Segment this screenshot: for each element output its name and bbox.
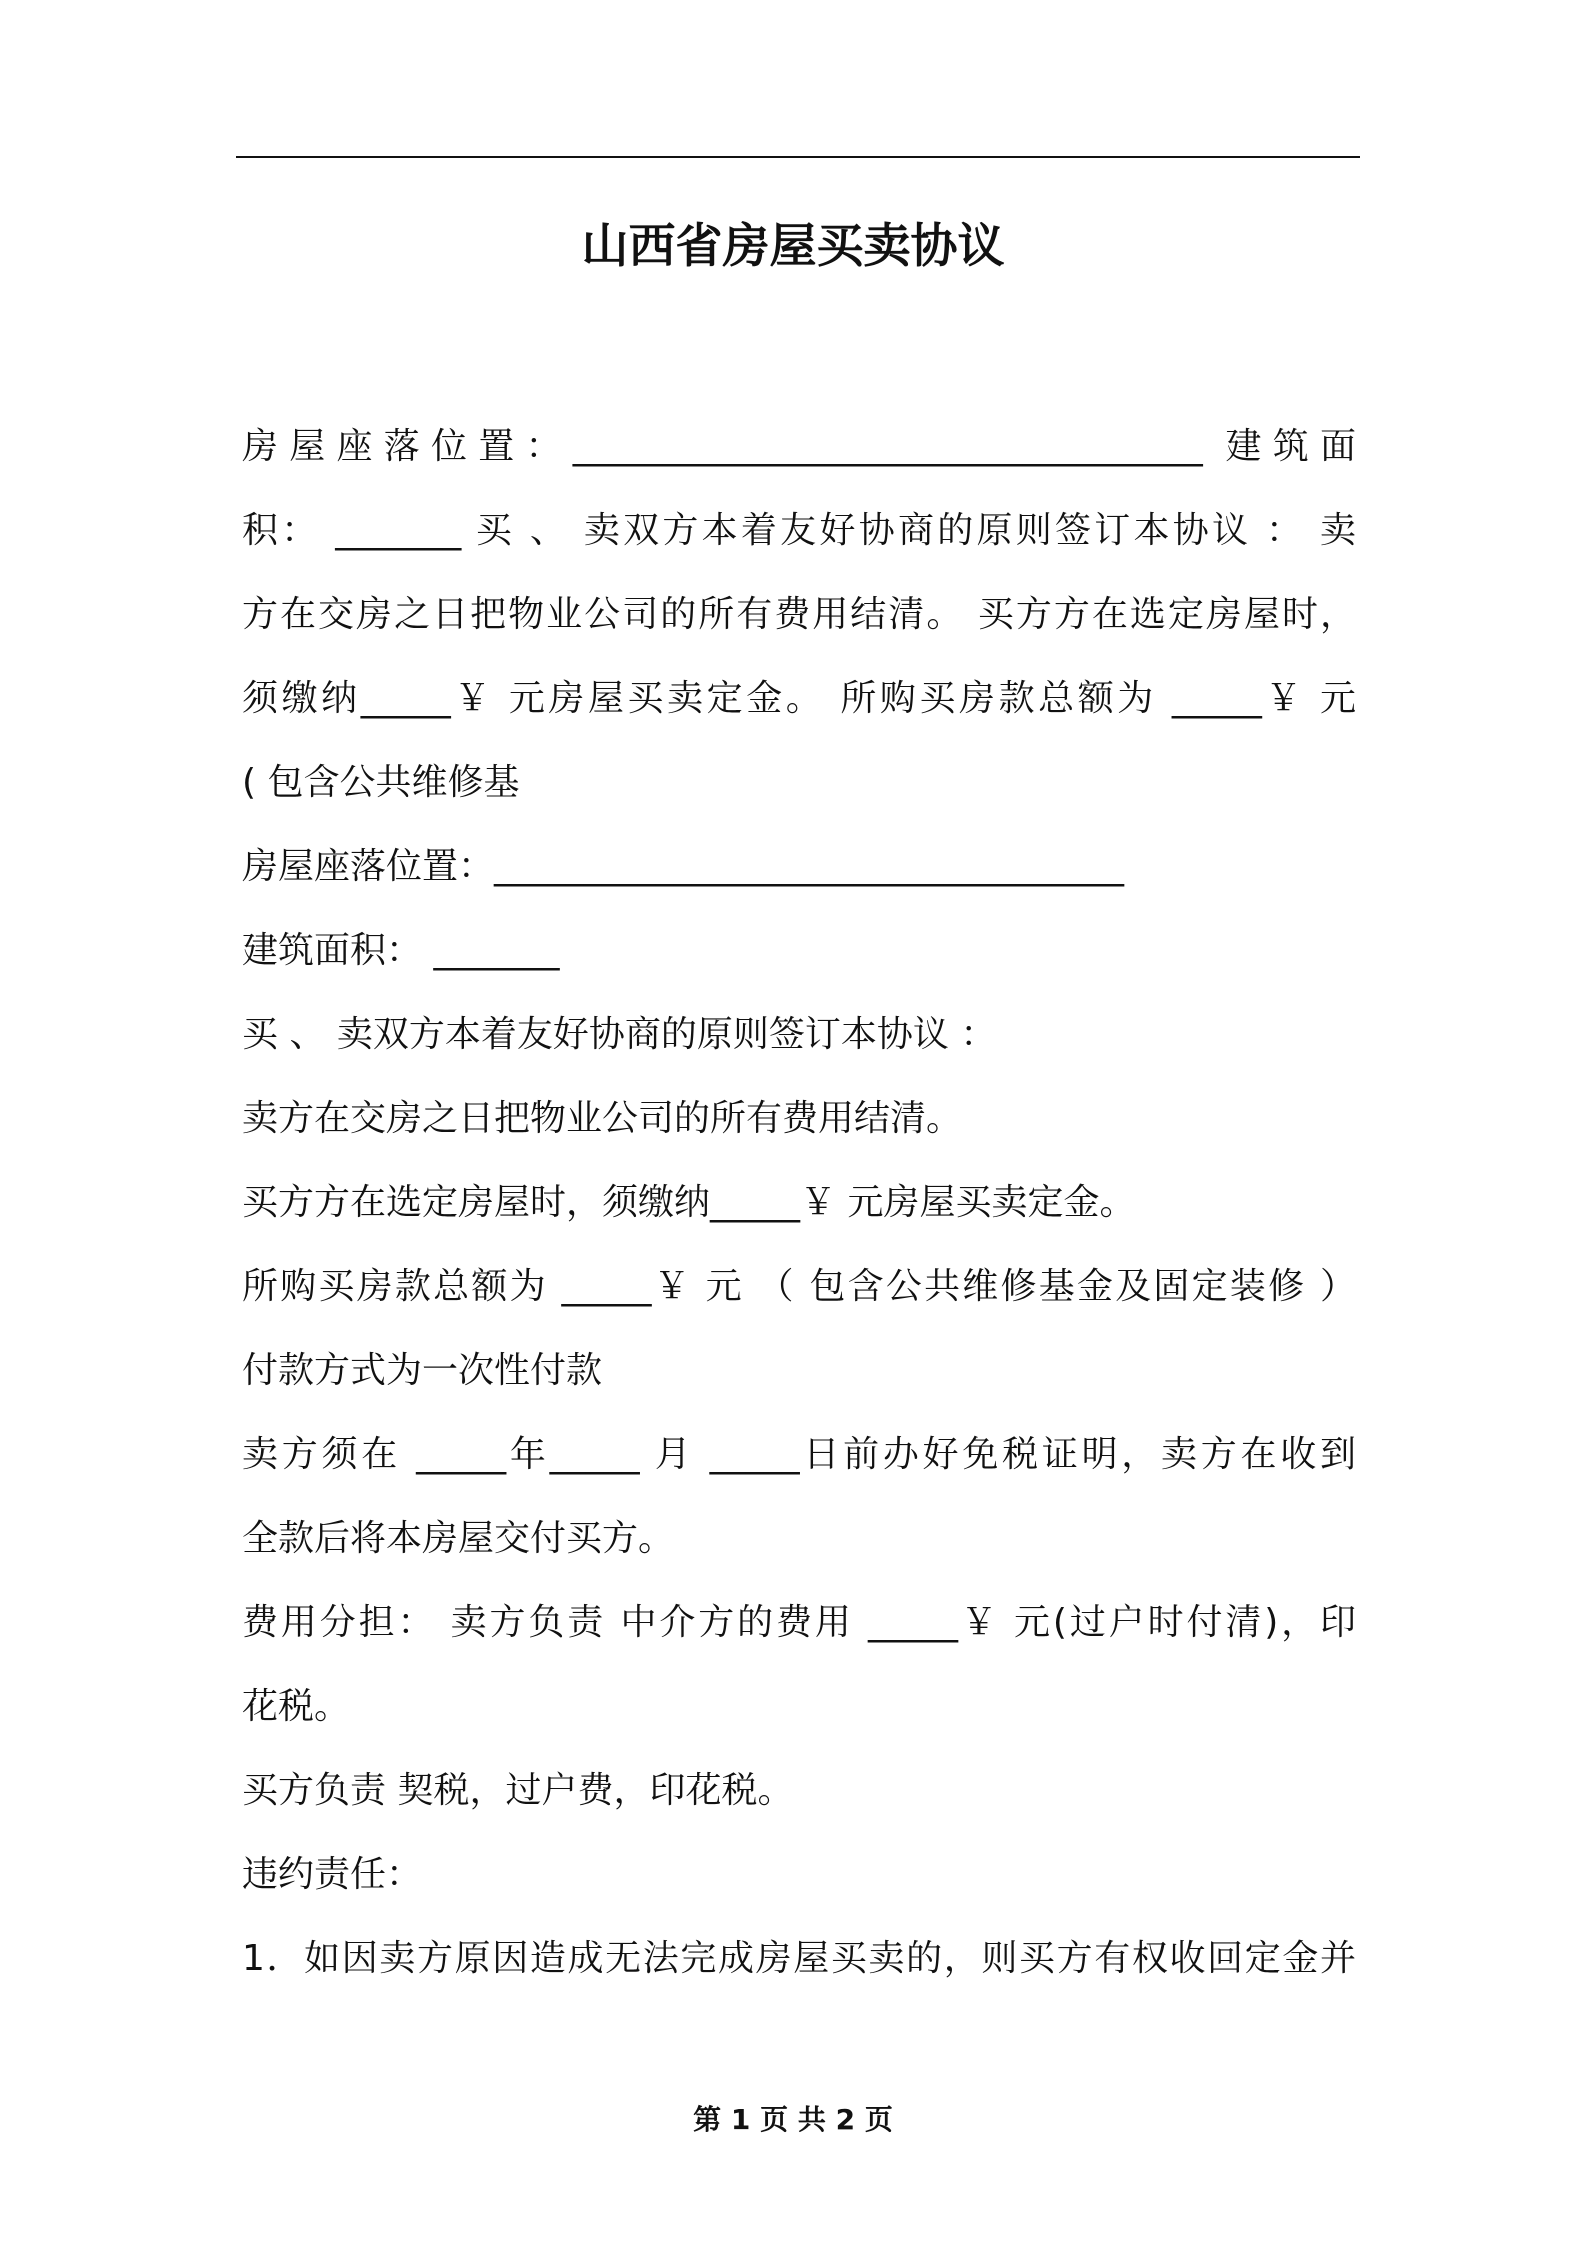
page-footer: 第 1 页 共 2 页: [693, 2103, 893, 2136]
paragraph-liability-1: 1．如因卖方原因造成无法完成房屋买卖的，则买方有权收回定金并: [242, 1938, 1356, 1979]
paragraph-deposit: 买方方在选定房屋时，须缴纳_____￥ 元房屋买卖定金。: [242, 1182, 1136, 1223]
paragraph-location: 房屋座落位置：___________________________________: [242, 846, 1125, 887]
paragraph-liability-heading: 违约责任：: [242, 1854, 423, 1895]
paragraph-cost-sharing: 费用分担： 卖方负责 中介方的费用 _____￥ 元(过户时付清)，印: [242, 1602, 1356, 1643]
header-rule: [236, 156, 1360, 158]
document-title: 山西省房屋买卖协议: [581, 219, 1005, 274]
paragraph-seller-fees: 卖方在交房之日把物业公司的所有费用结清。: [242, 1098, 963, 1139]
intro-line-2: 积： _______ 买 、 卖双方本着友好协商的原则签订本协议 ： 卖: [242, 510, 1356, 551]
paragraph-stamp-duty: 花税。: [242, 1686, 351, 1727]
document-body: [242, 405, 1356, 2001]
paragraph-total-price: 所购买房款总额为 _____￥ 元 （ 包含公共维修基金及固定装修 ）: [242, 1266, 1356, 1307]
intro-line-1: 房屋座落位置：___________________________________ 建筑面: [242, 426, 1356, 467]
paragraph-agreement: 买 、 卖双方本着友好协商的原则签订本协议 ：: [242, 1014, 997, 1055]
paragraph-payment-method: 付款方式为一次性付款: [242, 1350, 603, 1391]
paragraph-area: 建筑面积： _______: [242, 930, 560, 971]
intro-line-5: ( 包含公共维修基: [242, 762, 520, 803]
paragraph-tax-certificate: 卖方须在 _____年_____ 月 _____日前办好免税证明，卖方在收到: [242, 1434, 1356, 1475]
intro-line-4: 须缴纳_____￥ 元房屋买卖定金。 所购买房款总额为 _____￥ 元: [242, 678, 1356, 719]
intro-line-3: 方在交房之日把物业公司的所有费用结清。 买方方在选定房屋时，: [242, 594, 1356, 635]
paragraph-buyer-fees: 买方负责 契税，过户费，印花税。: [242, 1770, 794, 1811]
paragraph-handover: 全款后将本房屋交付买方。: [242, 1518, 675, 1559]
